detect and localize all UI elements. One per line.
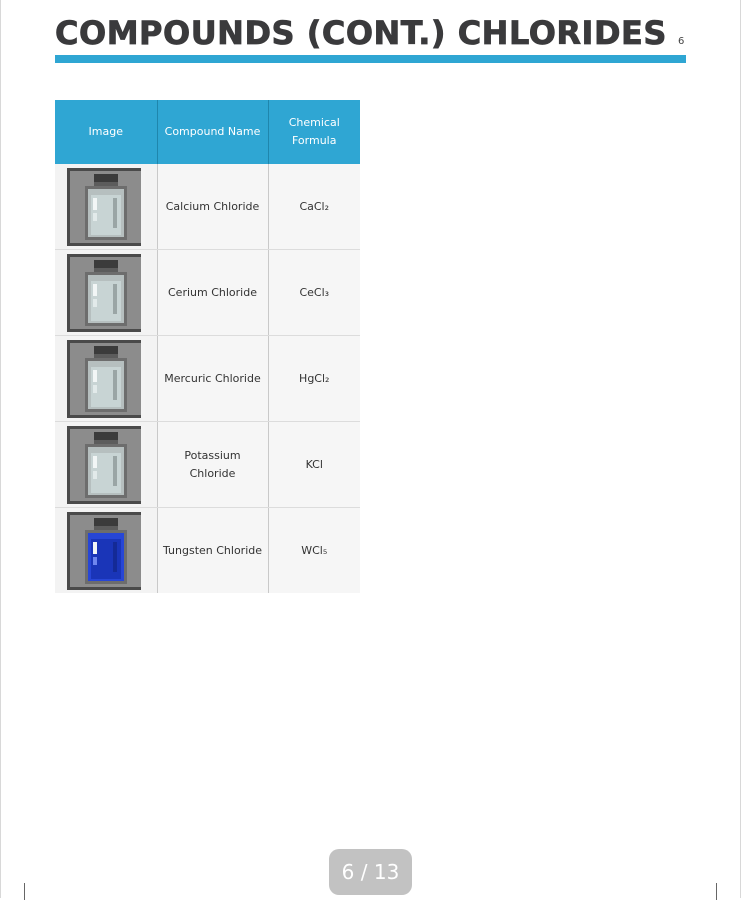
chemical-formula-cell (268, 422, 360, 508)
compound-image-cell (55, 422, 157, 508)
table-body (55, 164, 360, 593)
bottle-icon (67, 512, 145, 590)
compound-name-cell (157, 422, 268, 508)
header-image: Image (55, 100, 157, 164)
compound-name-cell (157, 336, 268, 422)
table-row (55, 250, 360, 336)
table-row (55, 164, 360, 250)
bottle-icon (67, 426, 145, 504)
header-chemical-formula: Chemical Formula (268, 100, 360, 164)
table-row (55, 422, 360, 508)
chemical-formula: HgCl₂ (299, 371, 330, 385)
compound-table (55, 100, 360, 593)
bottle-icon (67, 340, 145, 418)
table-row (55, 336, 360, 422)
chemical-formula: WCl₅ (301, 543, 328, 557)
table-row (55, 508, 360, 594)
left-corner-tick (24, 883, 25, 900)
chemical-formula: CaCl₂ (299, 199, 330, 213)
table-header (55, 100, 360, 164)
chemical-formula: CeCl₃ (299, 285, 330, 299)
compound-image-cell (55, 250, 157, 336)
chemical-formula-cell (268, 250, 360, 336)
bottle-icon (67, 254, 145, 332)
compound-name: Mercuric Chloride (164, 371, 261, 385)
chemical-formula-cell (268, 508, 360, 594)
header-compound-name: Compound Name (157, 100, 268, 164)
page-indicator: 6 / 13 (329, 849, 412, 895)
right-corner-tick (716, 883, 717, 900)
chemical-formula-cell (268, 164, 360, 250)
bottle-icon (67, 168, 145, 246)
compound-name-cell (157, 164, 268, 250)
compound-image-cell (55, 164, 157, 250)
page-number: 6 (678, 36, 685, 47)
compound-image-cell (55, 508, 157, 594)
compound-image-cell (55, 336, 157, 422)
compound-name-cell (157, 508, 268, 594)
compound-name: Potassium Chloride (184, 448, 241, 480)
chemical-formula: KCl (305, 457, 323, 471)
compound-name: Cerium Chloride (168, 285, 257, 299)
page-title: COMPOUNDS (CONT.) CHLORIDES (55, 14, 667, 52)
compound-name: Calcium Chloride (165, 199, 260, 213)
compound-name: Tungsten Chloride (162, 543, 263, 557)
title-rule (55, 55, 686, 63)
header-row (55, 100, 360, 164)
compound-name-cell (157, 250, 268, 336)
chemical-formula-cell (268, 336, 360, 422)
